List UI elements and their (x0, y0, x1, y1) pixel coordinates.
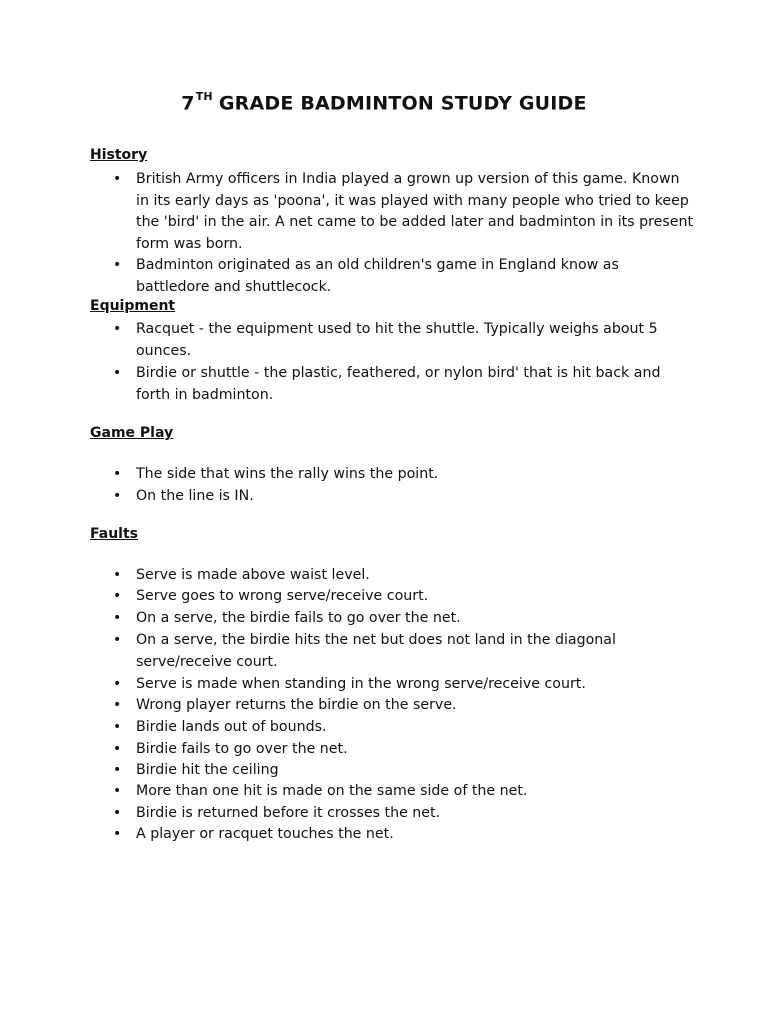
list-item-text: Wrong player returns the birdie on the serve. (136, 697, 457, 713)
list-item (113, 739, 696, 761)
list-item-text: Birdie hit the ceiling (136, 762, 279, 778)
bullet-icon: • (113, 805, 122, 821)
list-item-text: On the line is IN. (136, 488, 254, 504)
bullet-icon: • (113, 826, 122, 842)
bullet-icon: • (113, 567, 122, 583)
bullet-icon: • (113, 676, 122, 692)
list-item-text: Badminton originated as an old children's game in England know as battledore and shuttlecock. (136, 257, 619, 295)
bullet-icon: • (113, 257, 122, 273)
list-item-text: Serve goes to wrong serve/receive court. (136, 588, 429, 604)
list-item-text: Serve is made above waist level. (136, 567, 370, 583)
page-title (0, 92, 768, 114)
list-item (113, 803, 696, 825)
list-item (113, 565, 696, 587)
list-item (113, 586, 696, 608)
list-item-text: The side that wins the rally wins the point. (136, 466, 439, 482)
section-heading-faults: Faults (90, 526, 138, 542)
bullet-icon: • (113, 466, 122, 482)
list-item (113, 486, 696, 508)
title-grade-number: 7 (181, 92, 195, 115)
list-item (113, 363, 696, 406)
list-item-text: On a serve, the birdie fails to go over the net. (136, 610, 461, 626)
list-item-text: British Army officers in India played a grown up version of this game. Known in its early days as 'poona', it was played with many people who tried to keep the 'bird' in the air. A net came to be added later and badminton in its present form was born. (136, 171, 694, 252)
bullet-icon: • (113, 762, 122, 778)
list-item-text: Birdie lands out of bounds. (136, 719, 327, 735)
list-item (113, 464, 696, 486)
bullet-icon: • (113, 719, 122, 735)
section-heading-game-play: Game Play (90, 425, 174, 441)
bullet-icon: • (113, 610, 122, 626)
list-item (113, 630, 696, 673)
bullet-icon: • (113, 488, 122, 504)
list-item-text: Birdie is returned before it crosses the net. (136, 805, 441, 821)
list-item-text: Racquet - the equipment used to hit the shuttle. Typically weighs about 5 ounces. (136, 321, 658, 359)
list-item (113, 781, 696, 803)
list-item (113, 255, 696, 298)
list-item-text: On a serve, the birdie hits the net but does not land in the diagonal serve/receive court. (136, 632, 616, 670)
list-item (113, 319, 696, 362)
list-item-text: Birdie or shuttle - the plastic, feathered, or nylon bird' that is hit back and forth in badminton. (136, 365, 661, 403)
list-item (113, 760, 696, 782)
section-heading-equipment: Equipment (90, 298, 176, 314)
list-item (113, 717, 696, 739)
list-item-text: A player or racquet touches the net. (136, 826, 394, 842)
bullet-icon: • (113, 365, 122, 381)
list-item-text: More than one hit is made on the same side of the net. (136, 783, 528, 799)
bullet-icon: • (113, 321, 122, 337)
bullet-icon: • (113, 783, 122, 799)
bullet-icon: • (113, 741, 122, 757)
list-item (113, 695, 696, 717)
bullet-icon: • (113, 588, 122, 604)
list-item (113, 608, 696, 630)
title-text: GRADE BADMINTON STUDY GUIDE (218, 92, 587, 115)
section-heading-history: History (90, 147, 148, 163)
list-item-text: Serve is made when standing in the wrong serve/receive court. (136, 676, 586, 692)
bullet-icon: • (113, 632, 122, 648)
list-item (113, 674, 696, 696)
bullet-icon: • (113, 171, 122, 187)
list-item (113, 169, 696, 255)
title-superscript: TH (195, 90, 213, 103)
bullet-icon: • (113, 697, 122, 713)
list-item-text: Birdie fails to go over the net. (136, 741, 348, 757)
list-item (113, 824, 696, 846)
